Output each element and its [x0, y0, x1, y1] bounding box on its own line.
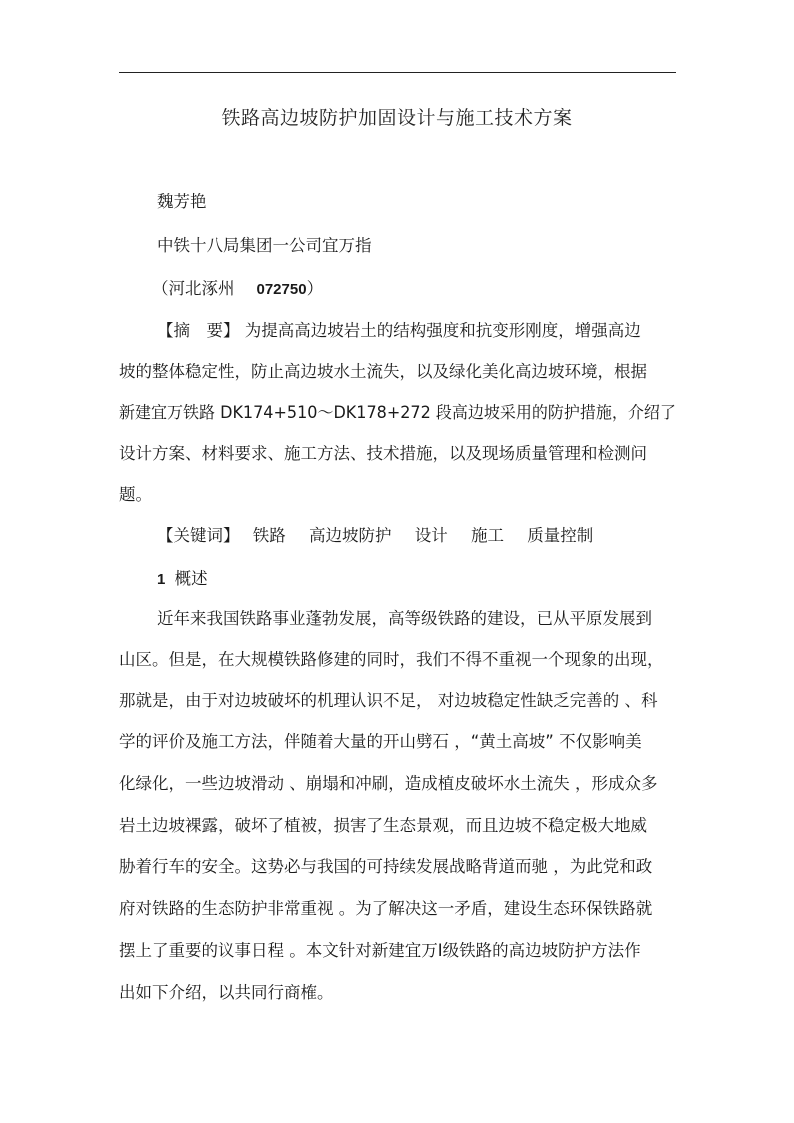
- keyword: 设计: [414, 526, 448, 545]
- address: [152, 275, 323, 299]
- affiliation: 中铁十八局集团一公司宜万指: [157, 236, 372, 255]
- abstract-text: 设计方案、材料要求、施工方法、技术措施，以及现场质量管理和检测问: [119, 444, 647, 463]
- body-line: 摆上了重要的议事日程 。本文针对新建宜万Ⅰ级铁路的高边坡防护方法作: [119, 941, 641, 960]
- keyword: 高边坡防护: [309, 526, 392, 545]
- abstract-line: [119, 440, 647, 464]
- body-line: 府对铁路的生态防护非常重视 。为了解决这一矛盾，建设生态环保铁路就: [119, 899, 653, 918]
- keyword: 施工: [471, 526, 504, 545]
- abstract-label: 【摘 要】: [157, 321, 240, 340]
- keywords-label: 【关键词】: [157, 526, 240, 545]
- document-title: 铁路高边坡防护加固设计与施工技术方案: [221, 107, 573, 129]
- abstract-text: 坡的整体稳定性，防止高边坡水土流失，以及绿化美化高边坡环境，根据: [119, 362, 647, 381]
- body-line: 胁着行车的安全。这势必与我国的可持续发展战略背道而驰 ，为此党和政: [119, 857, 653, 876]
- keywords: [157, 522, 593, 546]
- keyword: 质量控制: [527, 526, 594, 545]
- abstract-line: [119, 358, 675, 382]
- abstract-line: [119, 399, 676, 423]
- abstract-line: [119, 481, 152, 505]
- section-number: 1: [157, 571, 166, 588]
- body-line: 山区。但是，在大规模铁路修建的同时，我们不得不重视一个现象的出现，: [119, 650, 664, 669]
- postcode: 072750: [256, 281, 307, 298]
- section-heading: [157, 565, 208, 589]
- abstract-text: 新建宜万铁路 DK174+510～DK178+272 段高边坡采用的防护措施，介绍了: [119, 403, 676, 422]
- body-line: 那就是，由于对边坡破坏的机理认识不足， 对边坡稳定性缺乏完善的 、科: [119, 691, 658, 710]
- address-prefix: （河北涿州: [152, 279, 235, 298]
- address-suffix: ）: [306, 279, 324, 298]
- author: 魏芳艳: [157, 192, 207, 211]
- abstract-first-line: [157, 317, 641, 341]
- header-rule: [119, 72, 676, 73]
- body-line: 岩土边坡裸露，破坏了植被，损害了生态景观，而且边坡不稳定极大地威: [119, 816, 647, 835]
- keyword: 铁路: [252, 526, 286, 545]
- body-line: 学的评价及施工方法，伴随着大量的开山劈石 ，“黄土高坡” 不仅影响美: [119, 732, 642, 751]
- body-line: 近年来我国铁路事业蓬勃发展，高等级铁路的建设，已从平原发展到: [157, 609, 652, 628]
- abstract-line: 为提高高边坡岩土的结构强度和抗变形刚度，增强高边: [244, 321, 641, 340]
- body-line: 化绿化，一些边坡滑动 、崩塌和冲刷，造成植皮破坏水土流失 ，形成众多: [119, 774, 658, 793]
- abstract-text: 题。: [119, 485, 152, 504]
- body-line: 出如下介绍，以共同行商榷。: [119, 983, 334, 1002]
- section-title: 概述: [174, 569, 208, 588]
